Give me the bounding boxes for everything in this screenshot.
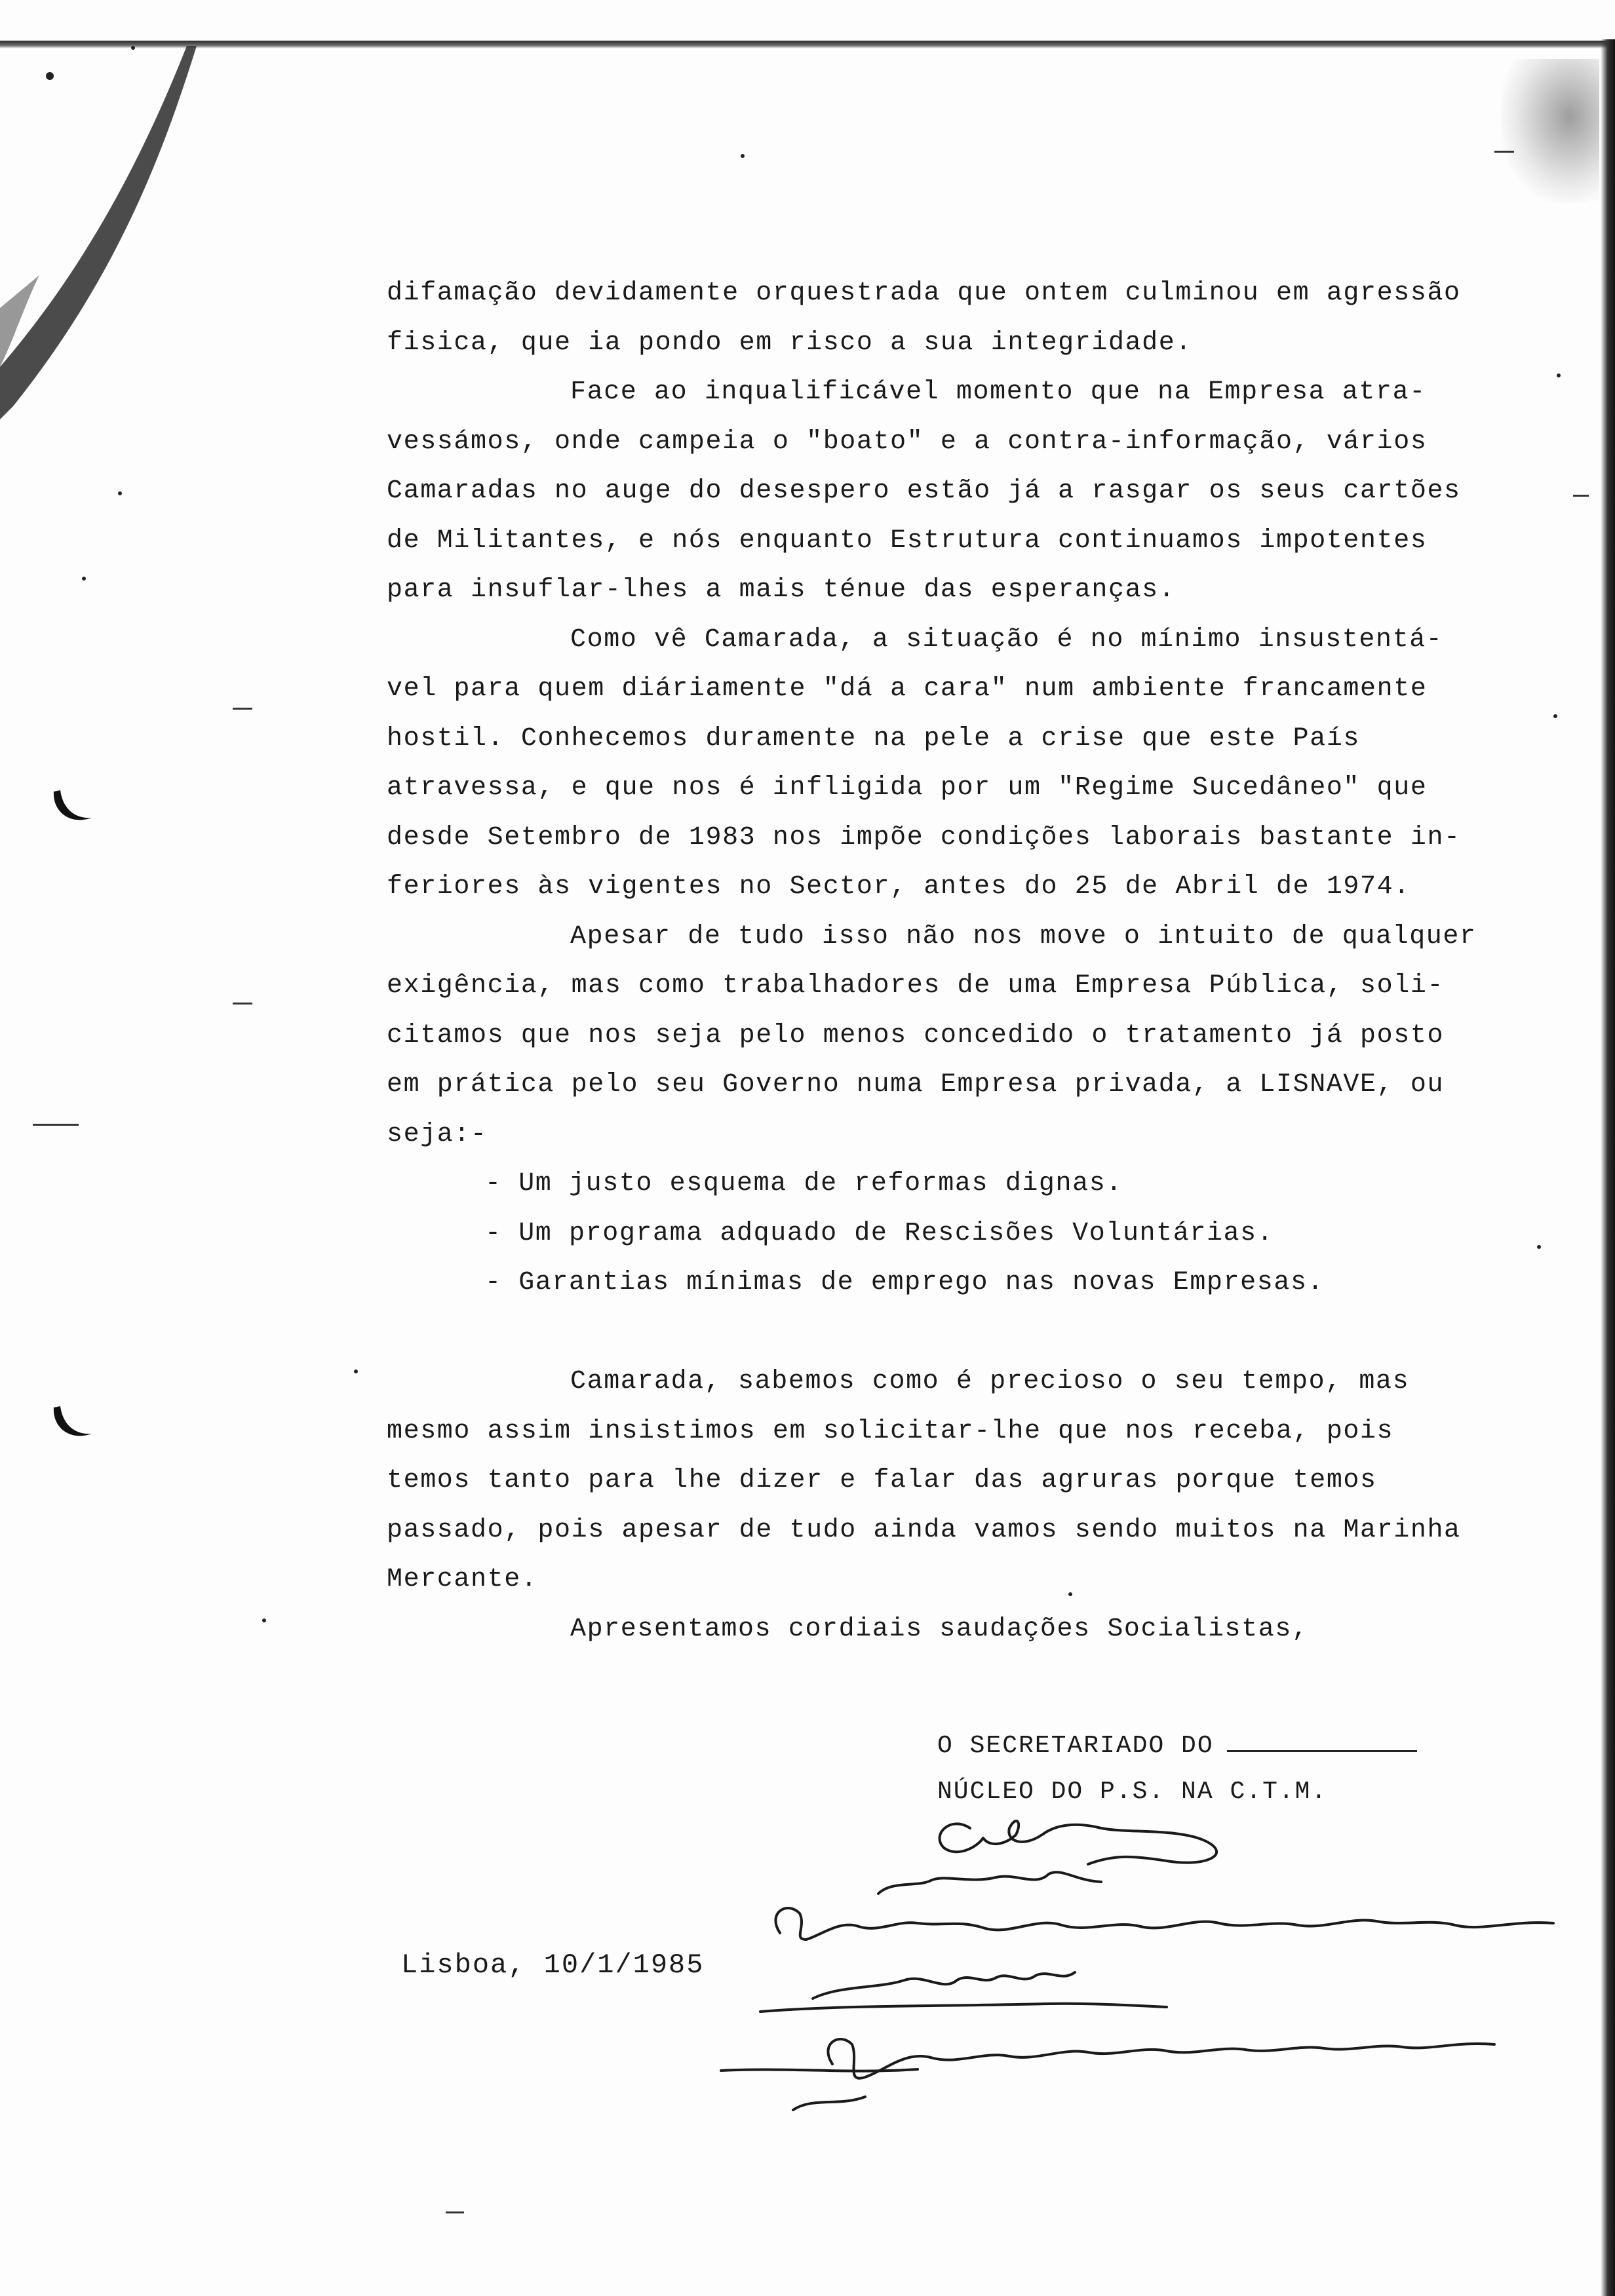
letter-line: hostil. Conhecemos duramente na pele a crise que este País: [387, 723, 1361, 754]
scan-speck: [118, 491, 122, 495]
letter-line: de Militantes, e nós enquanto Estrutura continuamos impotentes: [387, 526, 1428, 556]
letter-line: mesmo assim insistimos em solicitar-lhe que nos receba, pois: [387, 1416, 1394, 1446]
signature-1: [940, 1821, 1217, 1864]
letter-body: [387, 269, 1573, 1654]
punch-hole-icon: [46, 1396, 98, 1448]
letter-line: temos tanto para lhe dizer e falar das agruras porque temos: [387, 1466, 1377, 1495]
punch-hole-icon: [46, 780, 98, 832]
letter-line: para insuflar-lhes a mais ténue das esperanças.: [387, 575, 1176, 605]
closing-line-2: NÚCLEO DO P.S. NA C.T.M.: [937, 1778, 1328, 1806]
letter-date: Lisboa, 10/1/1985: [401, 1949, 705, 1981]
scan-streak-left: [0, 0, 210, 852]
closing-line-1: [937, 1723, 1417, 1769]
scan-speck: [233, 708, 252, 710]
letter-line: Apresentamos cordiais saudações Socialistas,: [570, 1614, 1309, 1644]
letter-line: feriores às vigentes no Sector, antes do 25 de Abril de 1974.: [387, 872, 1411, 902]
letter-line: Mercante.: [387, 1565, 538, 1594]
scan-speck: [741, 154, 745, 158]
signature-2a: [878, 1872, 1101, 1894]
letter-line: desde Setembro de 1983 nos impõe condições laborais bastante in-: [387, 822, 1461, 852]
scan-speck: [33, 1124, 79, 1126]
letter-line: Apesar de tudo isso não nos move o intuito de qualquer: [570, 921, 1477, 951]
scan-edge-right: [1601, 39, 1615, 2296]
letter-line: fisica, que ia pondo em risco a sua integridade.: [387, 328, 1192, 358]
scan-speck: [82, 577, 86, 581]
signature-2b: [775, 1908, 1553, 1940]
scan-speck: [131, 46, 135, 50]
scan-speck: [262, 1618, 266, 1622]
closing-secretariat: O SECRETARIADO DO: [937, 1732, 1214, 1760]
scan-speck: [46, 72, 54, 80]
letter-line: atravessa, e que nos é infligida por um "Regime Sucedâneo" que: [387, 773, 1428, 803]
scan-edge-top: [0, 41, 1615, 48]
letter-line: vessámos, onde campeia o "boato" e a contra-informação, vários: [387, 427, 1428, 457]
signature-4: [828, 2039, 1494, 2078]
letter-bullet-line: - Um programa adquado de Rescisões Voluntárias.: [485, 1218, 1274, 1248]
closing-underline: [1227, 1750, 1417, 1752]
letter-line: seja:-: [387, 1119, 488, 1149]
signature-3: [813, 1972, 1075, 1999]
scan-speck: [233, 1003, 252, 1004]
closing-block: [937, 1723, 1417, 1815]
scan-speck: [446, 2211, 464, 2213]
letter-line: difamação devidamente orquestrada que ontem culminou em agressão: [387, 278, 1461, 308]
letter-line: vel para quem diáriamente "dá a cara" num ambiente francamente: [387, 674, 1428, 704]
letter-bullet-line: - Garantias mínimas de emprego nas novas Empresas.: [485, 1268, 1325, 1297]
letter-line: Como vê Camarada, a situação é no mínimo insustentá-: [570, 624, 1443, 655]
letter-line: em prática pelo seu Governo numa Empresa privada, a LISNAVE, ou: [387, 1070, 1445, 1100]
scan-speck: [354, 1369, 358, 1373]
signatures-handwritten: [708, 1808, 1586, 2162]
letter-line: passado, pois apesar de tudo ainda vamos sendo muitos na Marinha: [387, 1515, 1461, 1545]
letter-line: Face ao inqualificável momento que na Empresa atra-: [570, 377, 1426, 407]
scan-speck: [1573, 495, 1589, 497]
letter-line: Camarada, sabemos como é precioso o seu tempo, mas: [570, 1367, 1410, 1396]
letter-line: Camaradas no auge do desespero estão já a rasgar os seus cartões: [387, 476, 1461, 506]
letter-line: citamos que nos seja pelo menos concedido o tratamento já posto: [387, 1020, 1445, 1050]
letter-line: exigência, mas como trabalhadores de uma Empresa Pública, soli-: [387, 971, 1445, 1001]
letter-line: [387, 1308, 1573, 1358]
scan-smudge: [1501, 59, 1599, 203]
scan-speck: [1494, 151, 1514, 153]
letter-bullet-line: - Um justo esquema de reformas dignas.: [485, 1169, 1123, 1198]
